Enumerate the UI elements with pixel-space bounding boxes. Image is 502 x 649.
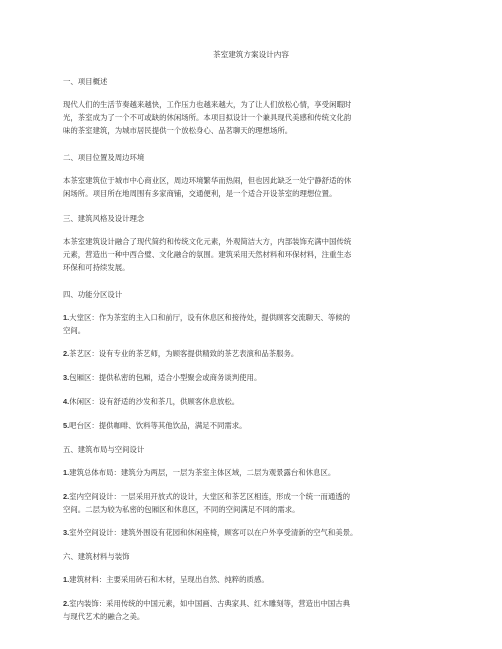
paragraph-line: 环保和可持续发展。 (63, 263, 130, 272)
item-number: 3. (63, 528, 70, 537)
list-item-line: 与现代艺术的融合之美。 (63, 612, 145, 621)
list-item (63, 597, 443, 623)
section-heading-layout: 五、建筑布局与空间设计 (63, 445, 145, 454)
list-item (63, 311, 443, 337)
list-item (63, 573, 443, 586)
list-item-line: 空间。二层为较为私密的包厢区和休息区，不同的空间满足不同的需求。 (63, 505, 300, 514)
item-number: 5. (63, 421, 70, 430)
paragraph-line: 本茶室建筑设计融合了现代简约和传统文化元素，外观简洁大方，内部装饰充满中国传统 (63, 237, 352, 246)
section-heading-overview: 一、项目概述 (63, 77, 108, 86)
list-item-line: 5.吧台区：提供咖啡、饮料等其他饮品，满足不同需求。 (63, 421, 247, 430)
item-number: 1. (63, 575, 70, 584)
list-item-line: 2.室内装饰：采用传统的中国元素，如中国画、古典家具、红木雕刻等，营造出中国古典 (63, 599, 351, 608)
item-number: 1. (63, 468, 70, 477)
list-item-line: 2.室内空间设计：一层采用开放式的设计，大堂区和茶艺区相连，形成一个统一而通透的 (63, 492, 351, 501)
paragraph-line: 味的茶室建筑，为城市居民提供一个放松身心、品茗聊天的理想场所。 (63, 126, 293, 135)
list-item (63, 490, 443, 516)
item-number: 2. (63, 599, 70, 608)
list-item (63, 526, 443, 539)
paragraph-line: 闲场所。项目所在地周围有多家商铺，交通便利，是一个适合开设茶室的理想位置。 (63, 189, 337, 198)
item-number: 4. (63, 397, 70, 406)
list-item-line: 2.茶艺区：设有专业的茶艺师，为顾客提供精致的茶艺表演和品茶服务。 (63, 349, 299, 358)
list-item-line: 空间。 (63, 326, 86, 335)
list-item (63, 371, 443, 384)
location-paragraph (63, 174, 443, 200)
document-title: 茶室建筑方案设计内容 (213, 50, 289, 59)
item-number: 2. (63, 349, 70, 358)
list-item-line: 3.室外空间设计：建筑外围设有花园和休闲座椅，顾客可以在户外享受清新的空气和美景。 (63, 528, 358, 537)
list-item (63, 347, 443, 360)
item-number: 2. (63, 492, 70, 501)
item-number: 3. (63, 373, 70, 382)
section-heading-location: 二、项目位置及周边环境 (63, 153, 145, 162)
paragraph-line: 现代人们的生活节奏越来越快，工作压力也越来越大，为了让人们放松心情，享受闲暇时 (63, 100, 352, 109)
item-number: 1. (63, 313, 70, 322)
list-item-line: 3.包厢区：提供私密的包厢，适合小型聚会或商务谈判使用。 (63, 373, 262, 382)
section-heading-zoning: 四、功能分区设计 (63, 290, 123, 299)
list-item-line: 1.大堂区：作为茶室的主入口和前厅，设有休息区和接待处，提供顾客交流聊天、等候的 (63, 313, 351, 322)
overview-paragraph (63, 98, 443, 137)
section-heading-materials: 六、建筑材料与装饰 (63, 552, 130, 561)
list-item-line: 1.建筑总体布局：建筑分为两层，一层为茶室主体区域，二层为观景露台和休息区。 (63, 468, 336, 477)
section-heading-style: 三、建筑风格及设计理念 (63, 214, 145, 223)
list-item-line: 1.建筑材料：主要采用砖石和木材，呈现出自然、纯粹的质感。 (63, 575, 269, 584)
style-paragraph (63, 235, 443, 274)
list-item (63, 466, 443, 479)
paragraph-line: 本茶室建筑位于城市中心商业区，周边环境繁华而热闹，但也因此缺乏一处宁静舒适的休 (63, 176, 352, 185)
list-item (63, 395, 443, 408)
list-item-line: 4.休闲区：设有舒适的沙发和茶几，供顾客休息放松。 (63, 397, 240, 406)
list-item (63, 419, 443, 432)
paragraph-line: 光，茶室成为了一个不可或缺的休闲场所。本项目拟设计一个兼具现代美感和传统文化韵 (63, 113, 352, 122)
paragraph-line: 元素，营造出一种中西合璧、文化融合的氛围。建筑采用天然材料和环保材料，注重生态 (63, 250, 352, 259)
